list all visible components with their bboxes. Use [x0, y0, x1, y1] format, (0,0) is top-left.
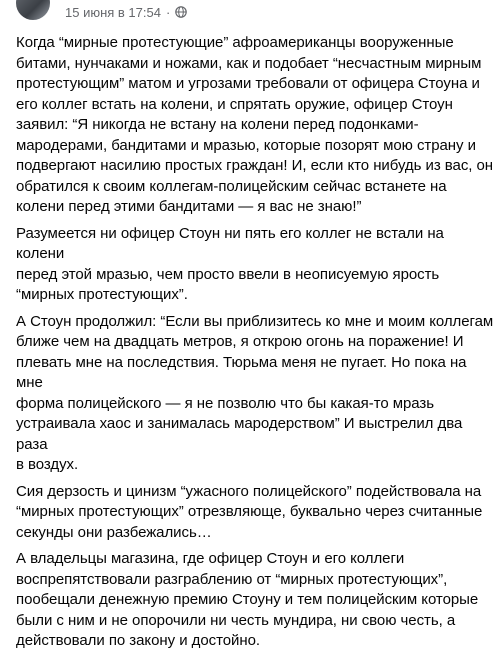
author-avatar[interactable] — [16, 0, 50, 20]
meta-separator: · — [165, 4, 171, 20]
post-paragraph: А владельцы магазина, где офицер Стоун и его коллеги воспрепятствовали разграблению от “мирных протестующих”, пообещали денежную премию Стоуну и тем полицейским которые были с ним и не опорочили ни честь мундира, ни свою честь, а действовали по закону и достойно. — [16, 550, 479, 649]
post-header — [0, 0, 502, 26]
post-timestamp[interactable]: 15 июня в 17:54 — [65, 4, 161, 20]
post-paragraph: Когда “мирные протестующие” афроамериканцы вооруженные битами, нунчаками и ножами, как и подобает “несчастным мирным протестующим” матом и угрозами требовали от офицера Стоуна и его коллег встать на колени, и спрятать оружие, офицер Стоун заявил: “Я никогда не встану на колени перед подонками- мародерами, бандитами и мразью, которые позорят мою страну и подвергают насилию простых граждан! И, если кто нибудь из вас, он обратился к своим коллегам-полицейским сейчас встанете на колени перед этими бандитами — я вас не знаю!” — [16, 34, 494, 215]
post-paragraph: А Стоун продолжил: “Если вы приблизитесь ко мне и моим коллегам ближе чем на двадцать метров, я открою огонь на поражение! И плевать мне на последствия. Тюрьма меня не пугает. Но пока на мне форма полицейского — я не позволю что бы какая-то мразь устраивала хаос и занималась мародерством” И выстрелил два раза в воздух. — [16, 312, 494, 473]
globe-icon[interactable] — [175, 6, 187, 18]
post-paragraph: Разумеется ни офицер Стоун ни пять его коллег не встали на колени перед этой мразью, чем просто ввели в неописуемую ярость “мирных протестующих”. — [16, 224, 444, 303]
post-paragraph: Сия дерзость и цинизм “ужасного полицейского” подействовала на “мирных протестующих” отрезвляюще, буквально через считанные секунды они разбежались… — [16, 482, 483, 541]
post-meta — [65, 4, 187, 20]
